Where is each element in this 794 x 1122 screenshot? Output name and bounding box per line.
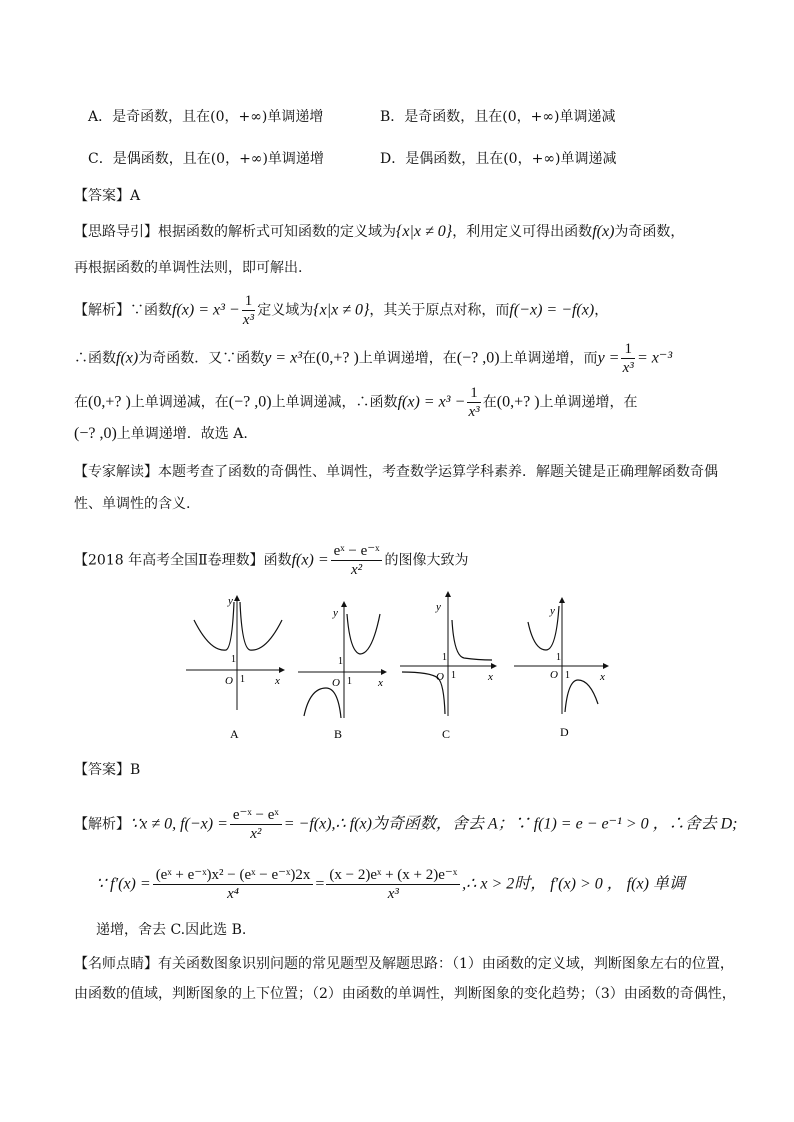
an2-int2: (−? ,0) (456, 349, 500, 367)
graph-a-x-label: x (275, 675, 280, 687)
an3-int3: (0,+? ) (496, 393, 540, 411)
guide-text-c: 为奇函数， (614, 224, 685, 240)
answer-2: 【答案】B (74, 762, 141, 778)
graph-c-x-label: x (488, 671, 493, 683)
guide-line-1 (74, 222, 684, 242)
an3-b: 上单调递减，在 (130, 394, 229, 411)
an1-a: ∵函数 (130, 302, 172, 319)
graph-d-one-x: 1 (565, 670, 570, 681)
graph-d-label: D (560, 725, 569, 739)
an6-a: ∵ f′(x) = (96, 875, 151, 893)
analysis-line-1 (74, 292, 608, 329)
graph-b-y-label: y (333, 607, 338, 619)
an1-fx: f(x) = x³ − (172, 301, 240, 319)
an1-frac-den: x³ (242, 312, 255, 328)
an1-e: ， (594, 302, 609, 319)
expert-line-1 (74, 462, 718, 482)
q2-fx: f(x) = (291, 551, 329, 569)
an6-num1: (eˣ + e⁻ˣ)x² − (eˣ − e⁻ˣ)2x (153, 866, 314, 885)
analysis-label: 【解析】 (74, 302, 130, 319)
guide-label: 【思路导引】 (74, 224, 158, 240)
option-b: B．是奇函数，且在(0，+∞)单调递减 (380, 109, 616, 125)
an4-a: 上单调递增．故选 A. (116, 426, 248, 442)
an2-y: y = x³ (264, 349, 302, 367)
an2-d: 上单调递增，在 (358, 350, 457, 367)
graph-d-one-y: 1 (556, 652, 561, 663)
analysis2-line-2 (96, 866, 685, 903)
an2-int1: (0,+? ) (316, 349, 359, 367)
graph-a-y-label: y (228, 595, 233, 607)
an1-b: 定义域为 (257, 302, 314, 319)
graph-c-y-label: y (436, 601, 441, 613)
graph-c-one-x: 1 (451, 670, 456, 681)
graph-b-right-branch (347, 614, 380, 654)
graph-d-right-branch (565, 680, 598, 712)
an4-int: (−? ,0) (74, 425, 117, 442)
graph-a-one-y: 1 (231, 654, 236, 665)
an2-y2: y = (597, 349, 620, 367)
an3-int2: (−? ,0) (228, 393, 272, 411)
graph-c-one-y: 1 (442, 652, 447, 663)
an3-c: 上单调递减，∴函数 (271, 394, 398, 411)
expert-label: 【专家解读】 (74, 464, 158, 480)
tip-label: 【名师点睛】 (74, 956, 158, 972)
an5-frac (230, 806, 282, 843)
an3-frac-num: 1 (467, 384, 481, 403)
tip-line-1 (74, 954, 734, 974)
an3-frac (467, 384, 481, 421)
graph-c-right-branch (452, 620, 492, 660)
graph-d (514, 598, 608, 739)
analysis-line-3 (74, 384, 638, 421)
option-a: A．是奇函数，且在(0，+∞)单调递增 (88, 109, 324, 125)
graph-a-label: A (230, 727, 239, 741)
graph-b-one-y: 1 (338, 656, 343, 667)
an6-den2: x³ (387, 886, 399, 902)
an2-frac-num: 1 (621, 340, 635, 359)
graph-c (400, 592, 496, 741)
analysis2-line-1 (74, 806, 738, 843)
expert-line-2: 性、单调性的含义. (74, 496, 191, 512)
graph-a-origin: O (225, 675, 233, 687)
q2-num: eˣ − e⁻ˣ (331, 542, 383, 561)
analysis-line-4 (74, 424, 248, 444)
graph-d-y-label: y (550, 605, 555, 617)
graph-c-label: C (442, 727, 451, 741)
an5-num: e⁻ˣ − eˣ (230, 806, 282, 825)
an6-eq: = (315, 875, 325, 893)
function-graphs (180, 592, 610, 752)
graph-a-left-branch (194, 602, 234, 650)
an6-b: ,∴ x > 2时， f′(x) > 0 ， f(x) 单调 (462, 875, 685, 893)
an5-den: x² (250, 826, 262, 842)
an1-frac-num: 1 (242, 292, 256, 311)
graph-b (298, 602, 386, 741)
an2-b: 为奇函数．又∵函数 (138, 350, 265, 367)
q2-frac (331, 542, 383, 579)
tip-line-2: 由函数的值域，判断图象的上下位置；（2）由函数的单调性，判断图象的变化趋势；（3）由函数的奇偶性， (74, 986, 736, 1002)
an2-fx: f(x) (116, 349, 139, 367)
graph-c-origin: O (436, 671, 444, 683)
guide-text-a: 根据函数的解析式可知函数的定义域为 (158, 224, 396, 240)
graph-a-one-x: 1 (240, 674, 245, 685)
an6-frac-2 (326, 866, 460, 903)
tip-text-1: 有关函数图象识别问题的常见题型及解题思路：（1）由函数的定义域，判断图象左右的位置， (158, 956, 734, 972)
question-2 (74, 542, 468, 579)
an2-frac-den: x³ (622, 360, 634, 376)
graph-b-one-x: 1 (347, 676, 352, 687)
guide-line-2: 再根据函数的单调性法则，即可解出. (74, 260, 303, 276)
an5-label: 【解析】 (74, 816, 130, 833)
analysis-line-2 (74, 340, 672, 377)
q2-suffix: 的图像大致为 (384, 552, 469, 569)
an1-set: {x|x ≠ 0} (313, 301, 370, 319)
an6-den1: x⁴ (227, 886, 239, 902)
expert-text-1: 本题考查了函数的奇偶性、单调性，考查数学运算学科素养．解题关键是正确理解函数奇偶 (158, 464, 718, 480)
option-c: C．是偶函数，且在(0，+∞)单调递增 (88, 151, 324, 167)
option-d: D．是偶函数，且在(0，+∞)单调递减 (380, 151, 617, 167)
an3-a: 在 (74, 394, 88, 411)
an3-int1: (0,+? ) (88, 393, 131, 411)
an3-frac-den: x³ (468, 404, 480, 420)
an3-fx: f(x) = x³ − (397, 393, 466, 411)
graph-d-origin: O (550, 669, 558, 681)
guide-text-b: ，利用定义可得出函数 (452, 224, 593, 240)
an2-a: ∴函数 (74, 350, 116, 367)
an3-d: 在 (482, 394, 497, 411)
guide-set: {x|x ≠ 0} (396, 223, 453, 240)
graph-d-x-label: x (600, 671, 605, 683)
an1-frac (242, 292, 256, 329)
an2-f: = x⁻³ (636, 349, 673, 367)
q2-prefix: 【2018 年高考全国Ⅱ卷理数】函数 (74, 552, 292, 569)
graph-b-label: B (334, 727, 343, 741)
an2-c: 在 (302, 350, 316, 367)
graph-b-left-branch (304, 688, 341, 718)
an6-num2: (x − 2)eˣ + (x + 2)e⁻ˣ (326, 866, 460, 885)
an2-e: 上单调递增，而 (499, 350, 598, 367)
an3-e: 上单调递增，在 (539, 394, 638, 411)
graph-a (186, 595, 284, 741)
q2-den: x² (350, 562, 363, 578)
an6-frac-1 (153, 866, 314, 903)
an2-frac (621, 340, 635, 377)
an5-b: = −f(x),∴ f(x)为奇函数，舍去 A；∵ f(1) = e − e⁻¹ > 0 ，∴舍去 D; (283, 815, 738, 833)
answer-1: 【答案】A (74, 188, 141, 204)
an5-a: ∵x ≠ 0, f(−x) = (130, 815, 228, 833)
an1-d: f(−x) = −f(x) (509, 301, 595, 319)
guide-fx: f(x) (592, 223, 615, 240)
graph-b-x-label: x (378, 677, 383, 689)
an1-c: ，其关于原点对称，而 (369, 302, 510, 319)
graph-a-right-branch (240, 602, 282, 650)
analysis2-line-3: 递增，舍去 C.因此选 B. (96, 922, 247, 938)
graph-b-origin: O (332, 677, 340, 689)
